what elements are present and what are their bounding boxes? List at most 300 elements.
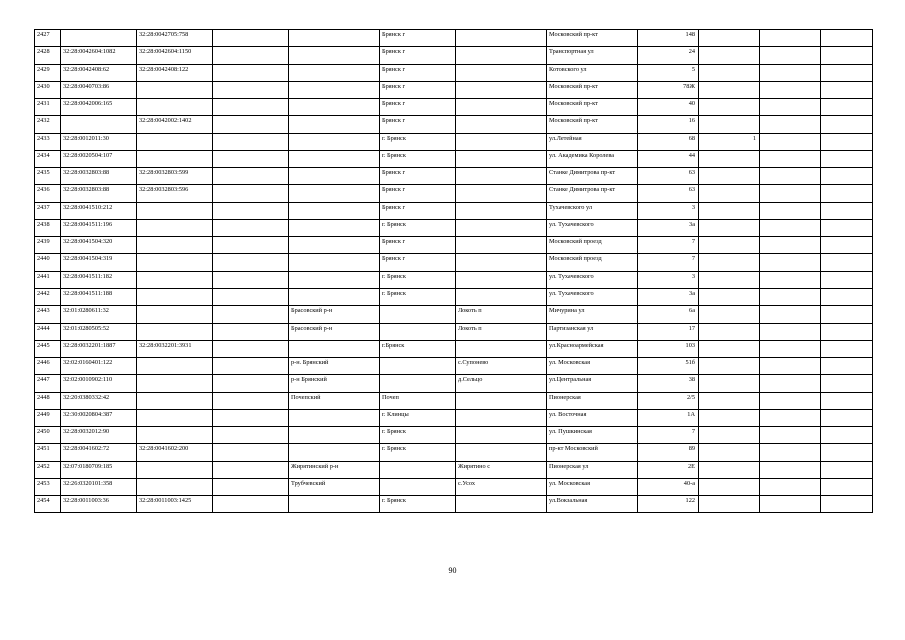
settlement-cell: д.Сельцо [456, 375, 547, 392]
parent-cadastral-number-cell: 32:28:0041602:200 [137, 444, 213, 461]
cadastral-number-cell: 32:28:0041510:212 [61, 202, 137, 219]
region-cell [213, 99, 289, 116]
row-index-cell: 2449 [35, 409, 61, 426]
city-cell: г. Брянск [380, 271, 456, 288]
notes-cell [821, 237, 873, 254]
cadastral-number-cell: 32:07:0180709:185 [61, 461, 137, 478]
row-index-cell: 2435 [35, 168, 61, 185]
city-cell: Брянск г [380, 47, 456, 64]
region-cell [213, 237, 289, 254]
district-cell [289, 30, 380, 47]
notes-cell [821, 133, 873, 150]
row-index-cell: 2434 [35, 150, 61, 167]
row-index-cell: 2438 [35, 219, 61, 236]
parent-cadastral-number-cell [137, 81, 213, 98]
cadastral-number-cell: 32:28:0041504:319 [61, 254, 137, 271]
table-row [35, 496, 873, 513]
settlement-cell: Локоть п [456, 323, 547, 340]
cadastral-number-cell: 32:28:0042006:165 [61, 99, 137, 116]
city-cell: г. Брянск [380, 150, 456, 167]
settlement-cell [456, 340, 547, 357]
cadastral-number-cell: 32:28:0042408:62 [61, 64, 137, 81]
table-row [35, 81, 873, 98]
street-cell: ул.Центральная [547, 375, 638, 392]
table-row [35, 340, 873, 357]
city-cell: Брянск г [380, 168, 456, 185]
city-cell: Брянск г [380, 64, 456, 81]
settlement-cell [456, 496, 547, 513]
apartment-cell [760, 64, 821, 81]
house-number-cell: 17 [638, 323, 699, 340]
city-cell: г. Клинцы [380, 409, 456, 426]
settlement-cell [456, 168, 547, 185]
city-cell: Брянск г [380, 254, 456, 271]
row-index-cell: 2436 [35, 185, 61, 202]
street-cell: Транспортная ул [547, 47, 638, 64]
street-cell: ул. Московская [547, 478, 638, 495]
notes-cell [821, 409, 873, 426]
street-cell: ул. Тухачевского [547, 288, 638, 305]
notes-cell [821, 375, 873, 392]
row-index-cell: 2441 [35, 271, 61, 288]
parent-cadastral-number-cell [137, 409, 213, 426]
cadastral-number-cell: 32:28:0011003:36 [61, 496, 137, 513]
house-number-cell: 63 [638, 168, 699, 185]
cadastral-number-cell: 32:28:0041511:182 [61, 271, 137, 288]
region-cell [213, 133, 289, 150]
parent-cadastral-number-cell [137, 461, 213, 478]
notes-cell [821, 81, 873, 98]
table-row [35, 271, 873, 288]
notes-cell [821, 427, 873, 444]
row-index-cell: 2451 [35, 444, 61, 461]
region-cell [213, 150, 289, 167]
street-cell: Московский пр-кт [547, 30, 638, 47]
region-cell [213, 185, 289, 202]
cadastral-number-cell: 32:28:0041504:320 [61, 237, 137, 254]
notes-cell [821, 64, 873, 81]
apartment-cell [760, 496, 821, 513]
parent-cadastral-number-cell [137, 219, 213, 236]
table-row [35, 64, 873, 81]
city-cell: Брянск г [380, 185, 456, 202]
row-index-cell: 2430 [35, 81, 61, 98]
table-row [35, 427, 873, 444]
house-number-cell: 148 [638, 30, 699, 47]
settlement-cell [456, 427, 547, 444]
table-row [35, 358, 873, 375]
region-cell [213, 288, 289, 305]
settlement-cell [456, 81, 547, 98]
house-number-cell: 40 [638, 99, 699, 116]
apartment-cell [760, 116, 821, 133]
district-cell [289, 99, 380, 116]
building-cell [699, 306, 760, 323]
house-number-cell: 7 [638, 427, 699, 444]
cadastral-number-cell: 32:28:0032012:90 [61, 427, 137, 444]
building-cell [699, 323, 760, 340]
street-cell: пр-кт Московский [547, 444, 638, 461]
parent-cadastral-number-cell: 32:28:0011003:1425 [137, 496, 213, 513]
apartment-cell [760, 30, 821, 47]
district-cell [289, 271, 380, 288]
cadastral-number-cell: 32:01:0280505:52 [61, 323, 137, 340]
street-cell: Станке Димитрова пр-кт [547, 185, 638, 202]
region-cell [213, 340, 289, 357]
notes-cell [821, 219, 873, 236]
table-row [35, 133, 873, 150]
cadastral-number-cell: 32:02:0010902:110 [61, 375, 137, 392]
region-cell [213, 409, 289, 426]
row-index-cell: 2433 [35, 133, 61, 150]
row-index-cell: 2450 [35, 427, 61, 444]
notes-cell [821, 288, 873, 305]
row-index-cell: 2445 [35, 340, 61, 357]
building-cell [699, 271, 760, 288]
row-index-cell: 2452 [35, 461, 61, 478]
parent-cadastral-number-cell [137, 375, 213, 392]
region-cell [213, 81, 289, 98]
row-index-cell: 2443 [35, 306, 61, 323]
parent-cadastral-number-cell: 32:28:0042705:758 [137, 30, 213, 47]
street-cell: Тухачевского ул [547, 202, 638, 219]
building-cell [699, 150, 760, 167]
building-cell [699, 116, 760, 133]
building-cell [699, 409, 760, 426]
city-cell: г. Брянск [380, 133, 456, 150]
parent-cadastral-number-cell [137, 237, 213, 254]
building-cell: 1 [699, 133, 760, 150]
row-index-cell: 2427 [35, 30, 61, 47]
row-index-cell: 2442 [35, 288, 61, 305]
region-cell [213, 478, 289, 495]
city-cell: Брянск г [380, 99, 456, 116]
table-row [35, 30, 873, 47]
cadastral-number-cell: 32:28:0041511:196 [61, 219, 137, 236]
street-cell: Пионерская ул [547, 461, 638, 478]
apartment-cell [760, 444, 821, 461]
street-cell: Московский проезд [547, 254, 638, 271]
notes-cell [821, 30, 873, 47]
notes-cell [821, 323, 873, 340]
row-index-cell: 2444 [35, 323, 61, 340]
notes-cell [821, 340, 873, 357]
building-cell [699, 288, 760, 305]
settlement-cell [456, 133, 547, 150]
notes-cell [821, 47, 873, 64]
table-body [35, 30, 873, 513]
notes-cell [821, 254, 873, 271]
table-row [35, 478, 873, 495]
apartment-cell [760, 340, 821, 357]
parent-cadastral-number-cell [137, 427, 213, 444]
region-cell [213, 358, 289, 375]
cadastral-number-cell: 32:30:0020804:387 [61, 409, 137, 426]
parent-cadastral-number-cell [137, 133, 213, 150]
apartment-cell [760, 306, 821, 323]
district-cell [289, 237, 380, 254]
row-index-cell: 2432 [35, 116, 61, 133]
district-cell [289, 340, 380, 357]
district-cell: Почепский [289, 392, 380, 409]
apartment-cell [760, 237, 821, 254]
parent-cadastral-number-cell: 32:28:0042604:1150 [137, 47, 213, 64]
settlement-cell: с.Усох [456, 478, 547, 495]
apartment-cell [760, 288, 821, 305]
apartment-cell [760, 99, 821, 116]
cadastral-number-cell: 32:28:0041602:72 [61, 444, 137, 461]
apartment-cell [760, 478, 821, 495]
row-index-cell: 2428 [35, 47, 61, 64]
row-index-cell: 2440 [35, 254, 61, 271]
street-cell: ул.Вокзальная [547, 496, 638, 513]
parent-cadastral-number-cell: 32:28:0032803:596 [137, 185, 213, 202]
parent-cadastral-number-cell: 32:28:0042002:1402 [137, 116, 213, 133]
city-cell: г. Брянск [380, 444, 456, 461]
district-cell [289, 116, 380, 133]
table-row [35, 375, 873, 392]
notes-cell [821, 358, 873, 375]
parent-cadastral-number-cell [137, 392, 213, 409]
cadastral-number-cell: 32:02:0160401:122 [61, 358, 137, 375]
cadastral-number-cell: 32:28:0032201:1887 [61, 340, 137, 357]
region-cell [213, 202, 289, 219]
region-cell [213, 64, 289, 81]
apartment-cell [760, 409, 821, 426]
settlement-cell: Жирятино с [456, 461, 547, 478]
region-cell [213, 323, 289, 340]
table-row [35, 306, 873, 323]
apartment-cell [760, 392, 821, 409]
region-cell [213, 271, 289, 288]
table-row [35, 444, 873, 461]
cadastral-number-cell: 32:28:0041511:188 [61, 288, 137, 305]
house-number-cell: 38 [638, 375, 699, 392]
parent-cadastral-number-cell [137, 358, 213, 375]
region-cell [213, 496, 289, 513]
house-number-cell: 63 [638, 185, 699, 202]
house-number-cell: 68 [638, 133, 699, 150]
settlement-cell [456, 116, 547, 133]
building-cell [699, 99, 760, 116]
house-number-cell: 2Е [638, 461, 699, 478]
district-cell: Трубчевский [289, 478, 380, 495]
building-cell [699, 47, 760, 64]
building-cell [699, 81, 760, 98]
settlement-cell: Локоть п [456, 306, 547, 323]
apartment-cell [760, 271, 821, 288]
building-cell [699, 168, 760, 185]
row-index-cell: 2437 [35, 202, 61, 219]
table-row [35, 288, 873, 305]
row-index-cell: 2453 [35, 478, 61, 495]
cadastral-number-cell: 32:01:0280611:32 [61, 306, 137, 323]
street-cell: Московский пр-кт [547, 116, 638, 133]
building-cell [699, 392, 760, 409]
settlement-cell [456, 202, 547, 219]
region-cell [213, 47, 289, 64]
street-cell: ул. Московская [547, 358, 638, 375]
notes-cell [821, 444, 873, 461]
district-cell: Брасовский р-н [289, 323, 380, 340]
city-cell: Брянск г [380, 81, 456, 98]
settlement-cell [456, 150, 547, 167]
city-cell: г.Брянск [380, 340, 456, 357]
cadastral-number-cell: 32:26:0320101:358 [61, 478, 137, 495]
region-cell [213, 444, 289, 461]
region-cell [213, 306, 289, 323]
house-number-cell: 78Ж [638, 81, 699, 98]
cadastral-number-cell [61, 30, 137, 47]
notes-cell [821, 202, 873, 219]
row-index-cell: 2448 [35, 392, 61, 409]
house-number-cell: 7 [638, 254, 699, 271]
parent-cadastral-number-cell [137, 323, 213, 340]
building-cell [699, 340, 760, 357]
street-cell: ул.Красноармейская [547, 340, 638, 357]
notes-cell [821, 306, 873, 323]
building-cell [699, 30, 760, 47]
notes-cell [821, 392, 873, 409]
notes-cell [821, 116, 873, 133]
table-row [35, 323, 873, 340]
cadastral-number-cell: 32:28:0032803:88 [61, 168, 137, 185]
row-index-cell: 2446 [35, 358, 61, 375]
region-cell [213, 30, 289, 47]
city-cell: Почеп [380, 392, 456, 409]
street-cell: ул. Тухачевского [547, 219, 638, 236]
table-row [35, 185, 873, 202]
building-cell [699, 185, 760, 202]
table-row [35, 219, 873, 236]
row-index-cell: 2429 [35, 64, 61, 81]
parent-cadastral-number-cell [137, 271, 213, 288]
apartment-cell [760, 358, 821, 375]
apartment-cell [760, 219, 821, 236]
settlement-cell [456, 392, 547, 409]
row-index-cell: 2431 [35, 99, 61, 116]
page-number: 90 [448, 566, 457, 575]
house-number-cell: 103 [638, 340, 699, 357]
district-cell: р-н Брянский [289, 375, 380, 392]
district-cell [289, 185, 380, 202]
house-number-cell: 5 [638, 64, 699, 81]
settlement-cell [456, 185, 547, 202]
notes-cell [821, 271, 873, 288]
district-cell [289, 64, 380, 81]
house-number-cell: 6а [638, 306, 699, 323]
parent-cadastral-number-cell: 32:28:0032803:599 [137, 168, 213, 185]
parent-cadastral-number-cell: 32:28:0032201:3931 [137, 340, 213, 357]
apartment-cell [760, 47, 821, 64]
district-cell [289, 81, 380, 98]
region-cell [213, 168, 289, 185]
house-number-cell: 89 [638, 444, 699, 461]
parent-cadastral-number-cell [137, 306, 213, 323]
street-cell: Партизанская ул [547, 323, 638, 340]
house-number-cell: 51б [638, 358, 699, 375]
street-cell: ул.Летейная [547, 133, 638, 150]
settlement-cell [456, 288, 547, 305]
apartment-cell [760, 133, 821, 150]
apartment-cell [760, 202, 821, 219]
parent-cadastral-number-cell [137, 288, 213, 305]
table-row [35, 461, 873, 478]
house-number-cell: 7 [638, 237, 699, 254]
notes-cell [821, 99, 873, 116]
district-cell [289, 288, 380, 305]
district-cell [289, 133, 380, 150]
city-cell: г. Брянск [380, 288, 456, 305]
settlement-cell [456, 64, 547, 81]
settlement-cell [456, 47, 547, 64]
house-number-cell: 44 [638, 150, 699, 167]
table-row [35, 202, 873, 219]
row-index-cell: 2454 [35, 496, 61, 513]
notes-cell [821, 168, 873, 185]
house-number-cell: 3 [638, 202, 699, 219]
house-number-cell: 1А [638, 409, 699, 426]
house-number-cell: 3 [638, 271, 699, 288]
building-cell [699, 427, 760, 444]
apartment-cell [760, 168, 821, 185]
region-cell [213, 461, 289, 478]
table-row [35, 409, 873, 426]
settlement-cell [456, 237, 547, 254]
region-cell [213, 392, 289, 409]
building-cell [699, 478, 760, 495]
street-cell: ул. Тухачевского [547, 271, 638, 288]
table-row [35, 116, 873, 133]
district-cell [289, 409, 380, 426]
parent-cadastral-number-cell: 32:28:0042408:122 [137, 64, 213, 81]
table-row [35, 254, 873, 271]
parent-cadastral-number-cell [137, 478, 213, 495]
apartment-cell [760, 461, 821, 478]
table-row [35, 99, 873, 116]
building-cell [699, 202, 760, 219]
building-cell [699, 358, 760, 375]
cadastral-number-cell: 32:28:0032803:88 [61, 185, 137, 202]
apartment-cell [760, 150, 821, 167]
building-cell [699, 254, 760, 271]
city-cell [380, 323, 456, 340]
settlement-cell [456, 444, 547, 461]
apartment-cell [760, 375, 821, 392]
house-number-cell: 24 [638, 47, 699, 64]
cadastral-number-cell: 32:20:0380332:42 [61, 392, 137, 409]
settlement-cell [456, 99, 547, 116]
city-cell: г. Брянск [380, 219, 456, 236]
district-cell [289, 254, 380, 271]
settlement-cell [456, 30, 547, 47]
cadastral-number-cell: 32:28:0020504:107 [61, 150, 137, 167]
table-row [35, 168, 873, 185]
district-cell [289, 444, 380, 461]
notes-cell [821, 478, 873, 495]
street-cell: ул. Пушкинская [547, 427, 638, 444]
parent-cadastral-number-cell [137, 202, 213, 219]
house-number-cell: 16 [638, 116, 699, 133]
district-cell [289, 427, 380, 444]
building-cell [699, 237, 760, 254]
row-index-cell: 2447 [35, 375, 61, 392]
notes-cell [821, 461, 873, 478]
house-number-cell: 3а [638, 288, 699, 305]
cadastral-number-cell: 32:28:0042604:1082 [61, 47, 137, 64]
settlement-cell [456, 219, 547, 236]
district-cell: Брасовский р-н [289, 306, 380, 323]
